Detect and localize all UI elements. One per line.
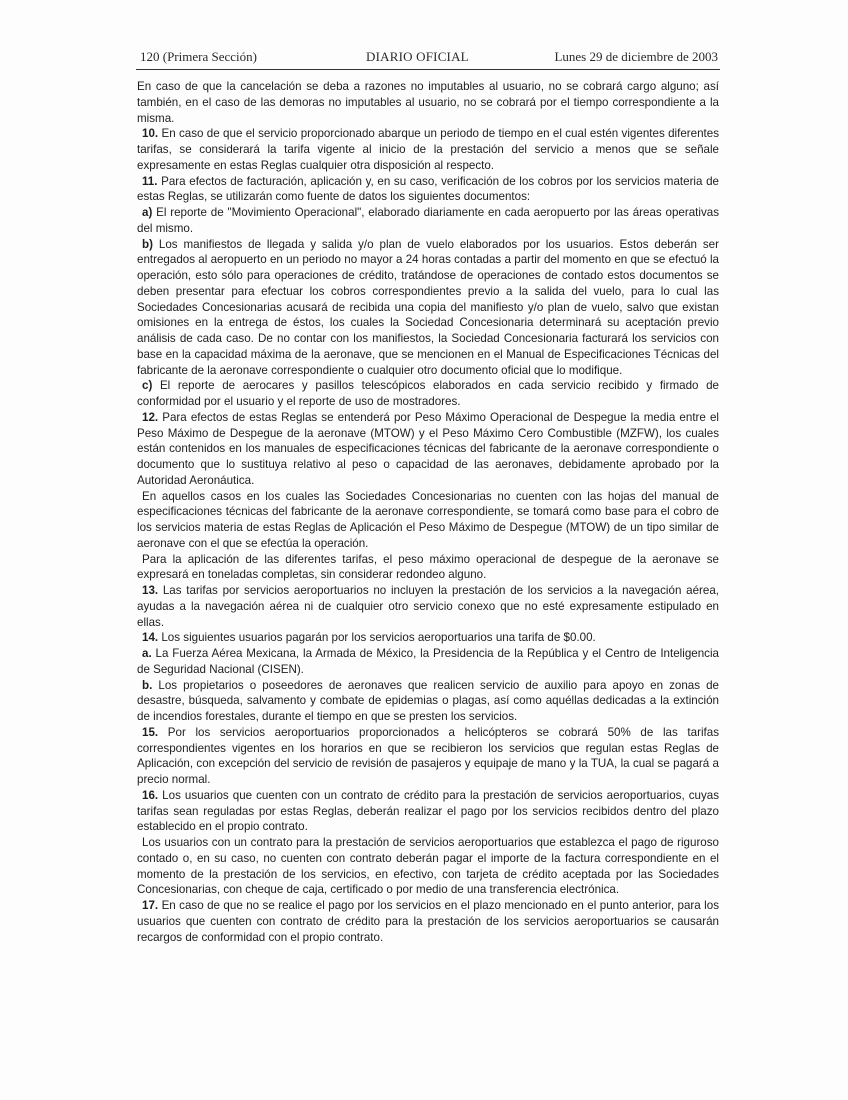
paragraph-text: Los usuarios con un contrato para la prestación de servicios aeroportuarios que establezca el pago de riguroso contado o, en su caso, no cuenten con contrato deberán pagar el importe de la factura correspondiente en el momento de la prestación de los servicios, en efectivo, con tarjeta de crédito aceptada por las Sociedades Concesionarias, con cheque de caja, certificado o por medio de una transferencia electrónica. <box>137 836 719 897</box>
paragraph-lead: b) <box>142 237 153 251</box>
paragraph-lead: 17. <box>142 899 159 912</box>
page-header <box>136 49 718 69</box>
paragraph <box>137 205 719 237</box>
paragraph-lead: 15. <box>142 725 159 739</box>
paragraph <box>137 835 719 898</box>
header-page-section: 120 (Primera Sección) <box>140 49 257 64</box>
paragraph-text: En caso de que no se realice el pago por los servicios en el plazo mencionado en el punto anterior, para los usuarios que cuenten con contrato de crédito para la prestación de los servicios aeroportuarios se causarán recargos de conformidad con el propio contrato. <box>137 899 719 944</box>
paragraph <box>137 378 719 410</box>
paragraph <box>137 630 719 646</box>
document-body <box>137 79 719 945</box>
paragraph <box>137 725 719 788</box>
paragraph <box>137 583 719 630</box>
paragraph <box>137 79 719 126</box>
paragraph <box>137 898 719 945</box>
paragraph <box>137 788 719 835</box>
paragraph-lead: 12. <box>142 410 159 424</box>
paragraph-text: Las tarifas por servicios aeroportuarios no incluyen la prestación de los servicios a la navegación aérea, ayudas a la navegación aérea ni de cualquier otro servicio conexo que no esté expresamente estipulado en ellas. <box>137 584 719 629</box>
paragraph <box>137 410 719 489</box>
paragraph-text: La Fuerza Aérea Mexicana, la Armada de México, la Presidencia de la República y el Centro de Inteligencia de Seguridad Nacional (CISEN). <box>137 647 719 676</box>
paragraph-text: En aquellos casos en los cuales las Sociedades Concesionarias no cuenten con las hojas del manual de especificaciones técnicas del fabricante de la aeronave correspondiente, se tomará como base para el cobro de los servicios materia de estas Reglas de Aplicación el Peso Máximo de Despegue (MTOW) de un tipo similar de aeronave con el que se efectúa la operación. <box>137 489 719 550</box>
paragraph <box>137 489 719 552</box>
paragraph-lead: 14. <box>142 631 159 645</box>
paragraph-text: Los propietarios o poseedores de aeronaves que realicen servicio de auxilio para apoyo en zonas de desastre, búsqueda, salvamento y combate de epidemias o plagas, así como aquéllas dedicadas a la extinción de incendios forestales, durante el tiempo en que se presten los servicios. <box>137 678 719 723</box>
paragraph <box>137 552 719 584</box>
header-publication: DIARIO OFICIAL <box>366 49 469 64</box>
paragraph-text: En caso de que el servicio proporcionado abarque un periodo de tiempo en el cual estén vigentes diferentes tarifas, se considerará la tarifa vigente al inicio de la prestación del servicio a menos que se señale expresamente en estas Reglas cualquier otra disposición al respecto. <box>137 127 719 172</box>
paragraph-lead: 10. <box>142 127 159 141</box>
paragraph <box>137 237 719 379</box>
paragraph <box>137 174 719 206</box>
paragraph-text: Los usuarios que cuenten con un contrato de crédito para la prestación de servicios aeroportuarios, cuyas tarifas sean reguladas por estas Reglas, deberán realizar el pago por los servicios recibidos dentro del plazo establecido en el propio contrato. <box>137 788 719 834</box>
paragraph-text: Para efectos de estas Reglas se entenderá por Peso Máximo Operacional de Despegue la media entre el Peso Máximo de Despegue de la aeronave (MTOW) y el Peso Máximo Cero Combustible (MZFW), los cuales están contenidos en los manuales de especificaciones técnicas del fabricante de la aeronave correspondiente o documento que lo sustituya relativo al peso o capacidad de las aeronaves, debidamente aprobado por la Autoridad Aeronáutica. <box>137 410 719 487</box>
paragraph <box>137 678 719 725</box>
paragraph-text: El reporte de "Movimiento Operacional", elaborado diariamente en cada aeropuerto por las áreas operativas del mismo. <box>137 206 720 235</box>
paragraph-lead: a) <box>142 206 153 219</box>
paragraph-lead: 16. <box>142 788 159 802</box>
paragraph-lead: 13. <box>142 584 159 597</box>
header-date: Lunes 29 de diciembre de 2003 <box>554 49 718 64</box>
paragraph-text: Para efectos de facturación, aplicación y, en su caso, verificación de los cobros por los servicios materia de estas Reglas, se utilizarán como fuente de datos los siguientes documentos: <box>137 174 719 204</box>
paragraph-lead: 11. <box>142 174 158 188</box>
paragraph-text: El reporte de aerocares y pasillos telescópicos elaborados en cada servicio recibido y firmado de conformidad por el usuario y el reporte de uso de mostradores. <box>137 379 719 408</box>
header-rule <box>136 69 720 70</box>
paragraph-text: En caso de que la cancelación se deba a razones no imputables al usuario, no se cobrará cargo alguno; así también, en el caso de las demoras no imputables al usuario, no se cobrará por el tiempo correspondiente a la misma. <box>137 80 719 125</box>
paragraph <box>137 126 719 173</box>
paragraph-text: Por los servicios aeroportuarios proporcionados a helicópteros se cobrará 50% de las tarifas correspondientes vigentes en los horarios en que se recibieron los servicios que regulan estas Reglas de Aplicación, con excepción del servicio de revisión de pasajeros y equipaje de mano y la TUA, la cual se pagará a precio normal. <box>137 725 719 786</box>
paragraph-text: Para la aplicación de las diferentes tarifas, el peso máximo operacional de despegue de la aeronave se expresará en toneladas completas, sin considerar redondeo alguno. <box>137 552 719 582</box>
paragraph-lead: a. <box>142 647 152 660</box>
paragraph-text: Los manifiestos de llegada y salida y/o plan de vuelo elaborados por los usuarios. Estos deberán ser entregados al aeropuerto en un periodo no mayor a 24 horas contadas a partir del momento en que se efectuó la operación, esto sólo para operaciones de crédito, tratándose de operaciones de contado estos documentos se deben presentar para efectuar los cobros correspondientes previo a la salida del vuelo, para lo cual las Sociedades Concesionarias acusará de recibida una copia del manifiesto y/o plan de vuelo, salvo que existan omisiones en la entrega de éstos, los cuales la Sociedad Concesionaria determinará su aceptación previo análisis de cada caso. De no contar con los manifiestos, la Sociedad Concesionaria facturará los servicios con base en la capacidad máxima de la aeronave, que se mencionen en el Manual de Especificaciones Técnicas del fabricante de la aeronave correspondiente o cualquier otro documento oficial que lo modifique. <box>137 237 719 377</box>
paragraph-text: Los siguientes usuarios pagarán por los servicios aeroportuarios una tarifa de $0.00. <box>161 631 596 645</box>
paragraph-lead: c) <box>142 379 153 393</box>
paragraph <box>137 646 719 678</box>
paragraph-lead: b. <box>142 678 153 692</box>
